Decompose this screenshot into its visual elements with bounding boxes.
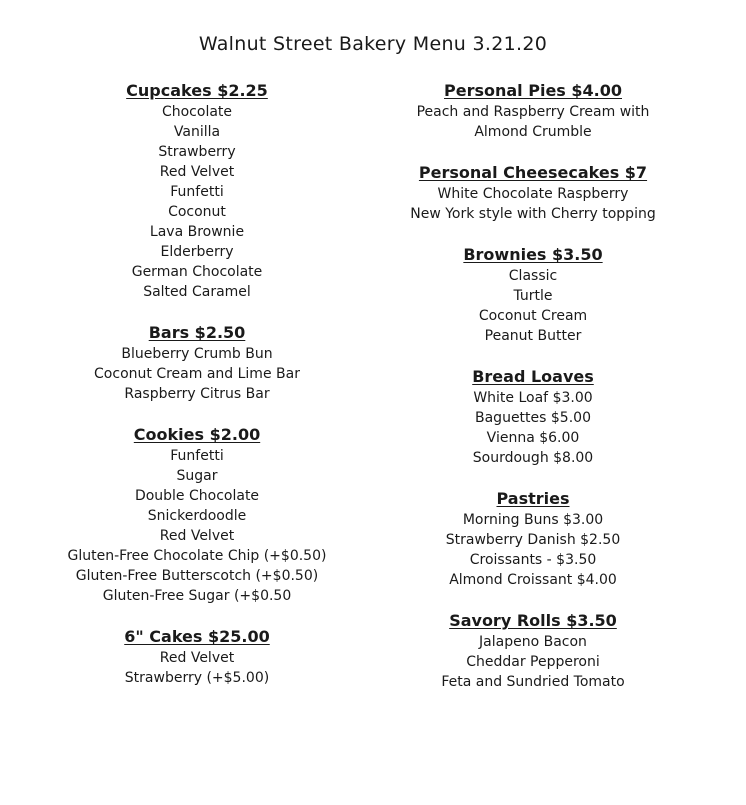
menu-item: Feta and Sundried Tomato (441, 674, 625, 690)
menu-section-cookies (47, 424, 347, 606)
menu-section-bars (47, 322, 347, 404)
menu-item: Jalapeno Bacon (479, 634, 587, 650)
menu-item: Lava Brownie (149, 224, 245, 240)
menu-item: Cheddar Pepperoni (466, 654, 600, 670)
menu-item: Strawberry (158, 144, 236, 160)
menu-item: Gluten-Free Chocolate Chip (+$0.50) (67, 548, 327, 564)
menu-section-savory-rolls (383, 610, 683, 692)
menu-item: Chocolate (161, 104, 233, 120)
menu-item: White Chocolate Raspberry (437, 186, 629, 202)
section-heading: Savory Rolls $3.50 (449, 611, 617, 630)
menu-item: Strawberry Danish $2.50 (445, 532, 621, 548)
menu-section-personal-cheesecakes (383, 162, 683, 224)
menu-section-bread-loaves (383, 366, 683, 468)
menu-item: Croissants - $3.50 (469, 552, 597, 568)
menu-item: Red Velvet (159, 164, 235, 180)
section-heading: Bread Loaves (472, 367, 594, 386)
menu-item: Turtle (513, 288, 553, 304)
menu-item: Red Velvet (159, 528, 235, 544)
menu-item: Funfetti (170, 448, 224, 464)
menu-item: Coconut (168, 204, 226, 220)
left-menu-column (47, 80, 347, 708)
menu-item: White Loaf $3.00 (473, 390, 593, 406)
menu-section-cupcakes (47, 80, 347, 302)
menu-item: Blueberry Crumb Bun (121, 346, 273, 362)
menu-section-brownies (383, 244, 683, 346)
menu-item: Morning Buns $3.00 (462, 512, 604, 528)
menu-section-pastries (383, 488, 683, 590)
section-heading: Personal Cheesecakes $7 (418, 163, 648, 182)
menu-item: Coconut Cream and Lime Bar (94, 366, 300, 382)
menu-item: Gluten-Free Butterscotch (+$0.50) (75, 568, 319, 584)
right-menu-column (383, 80, 683, 712)
section-heading: Cookies $2.00 (133, 425, 261, 444)
menu-item: Vanilla (173, 124, 221, 140)
menu-item: Gluten-Free Sugar (+$0.50 (102, 588, 292, 604)
menu-item: Coconut Cream (478, 308, 588, 324)
menu-item: Sugar (176, 468, 218, 484)
section-heading: Brownies $3.50 (463, 245, 603, 264)
menu-item: Sourdough $8.00 (472, 450, 594, 466)
menu-item: Red Velvet (159, 650, 235, 666)
menu-item: Peach and Raspberry Cream with (416, 104, 650, 120)
menu-item: Almond Crumble (474, 124, 592, 140)
menu-item: Funfetti (170, 184, 224, 200)
section-heading: Bars $2.50 (148, 323, 246, 342)
menu-item: Vienna $6.00 (486, 430, 580, 446)
menu-title: Walnut Street Bakery Menu 3.21.20 (198, 33, 548, 55)
menu-item: Salted Caramel (143, 284, 251, 300)
section-heading: Pastries (496, 489, 570, 508)
menu-item: Peanut Butter (484, 328, 582, 344)
menu-item: Almond Croissant $4.00 (449, 572, 617, 588)
menu-item: Raspberry Citrus Bar (124, 386, 270, 402)
menu-section-personal-pies (383, 80, 683, 142)
section-heading: Cupcakes $2.25 (126, 81, 268, 100)
section-heading: 6" Cakes $25.00 (124, 627, 270, 646)
menu-item: New York style with Cherry topping (410, 206, 656, 222)
menu-item: Elderberry (160, 244, 234, 260)
menu-item: Strawberry (+$5.00) (124, 670, 270, 686)
menu-section-6-cakes (47, 626, 347, 688)
menu-item: Snickerdoodle (147, 508, 247, 524)
menu-item: Double Chocolate (134, 488, 260, 504)
menu-item: Baguettes $5.00 (475, 410, 591, 426)
menu-item: German Chocolate (131, 264, 263, 280)
section-heading: Personal Pies $4.00 (444, 81, 622, 100)
menu-item: Classic (508, 268, 558, 284)
